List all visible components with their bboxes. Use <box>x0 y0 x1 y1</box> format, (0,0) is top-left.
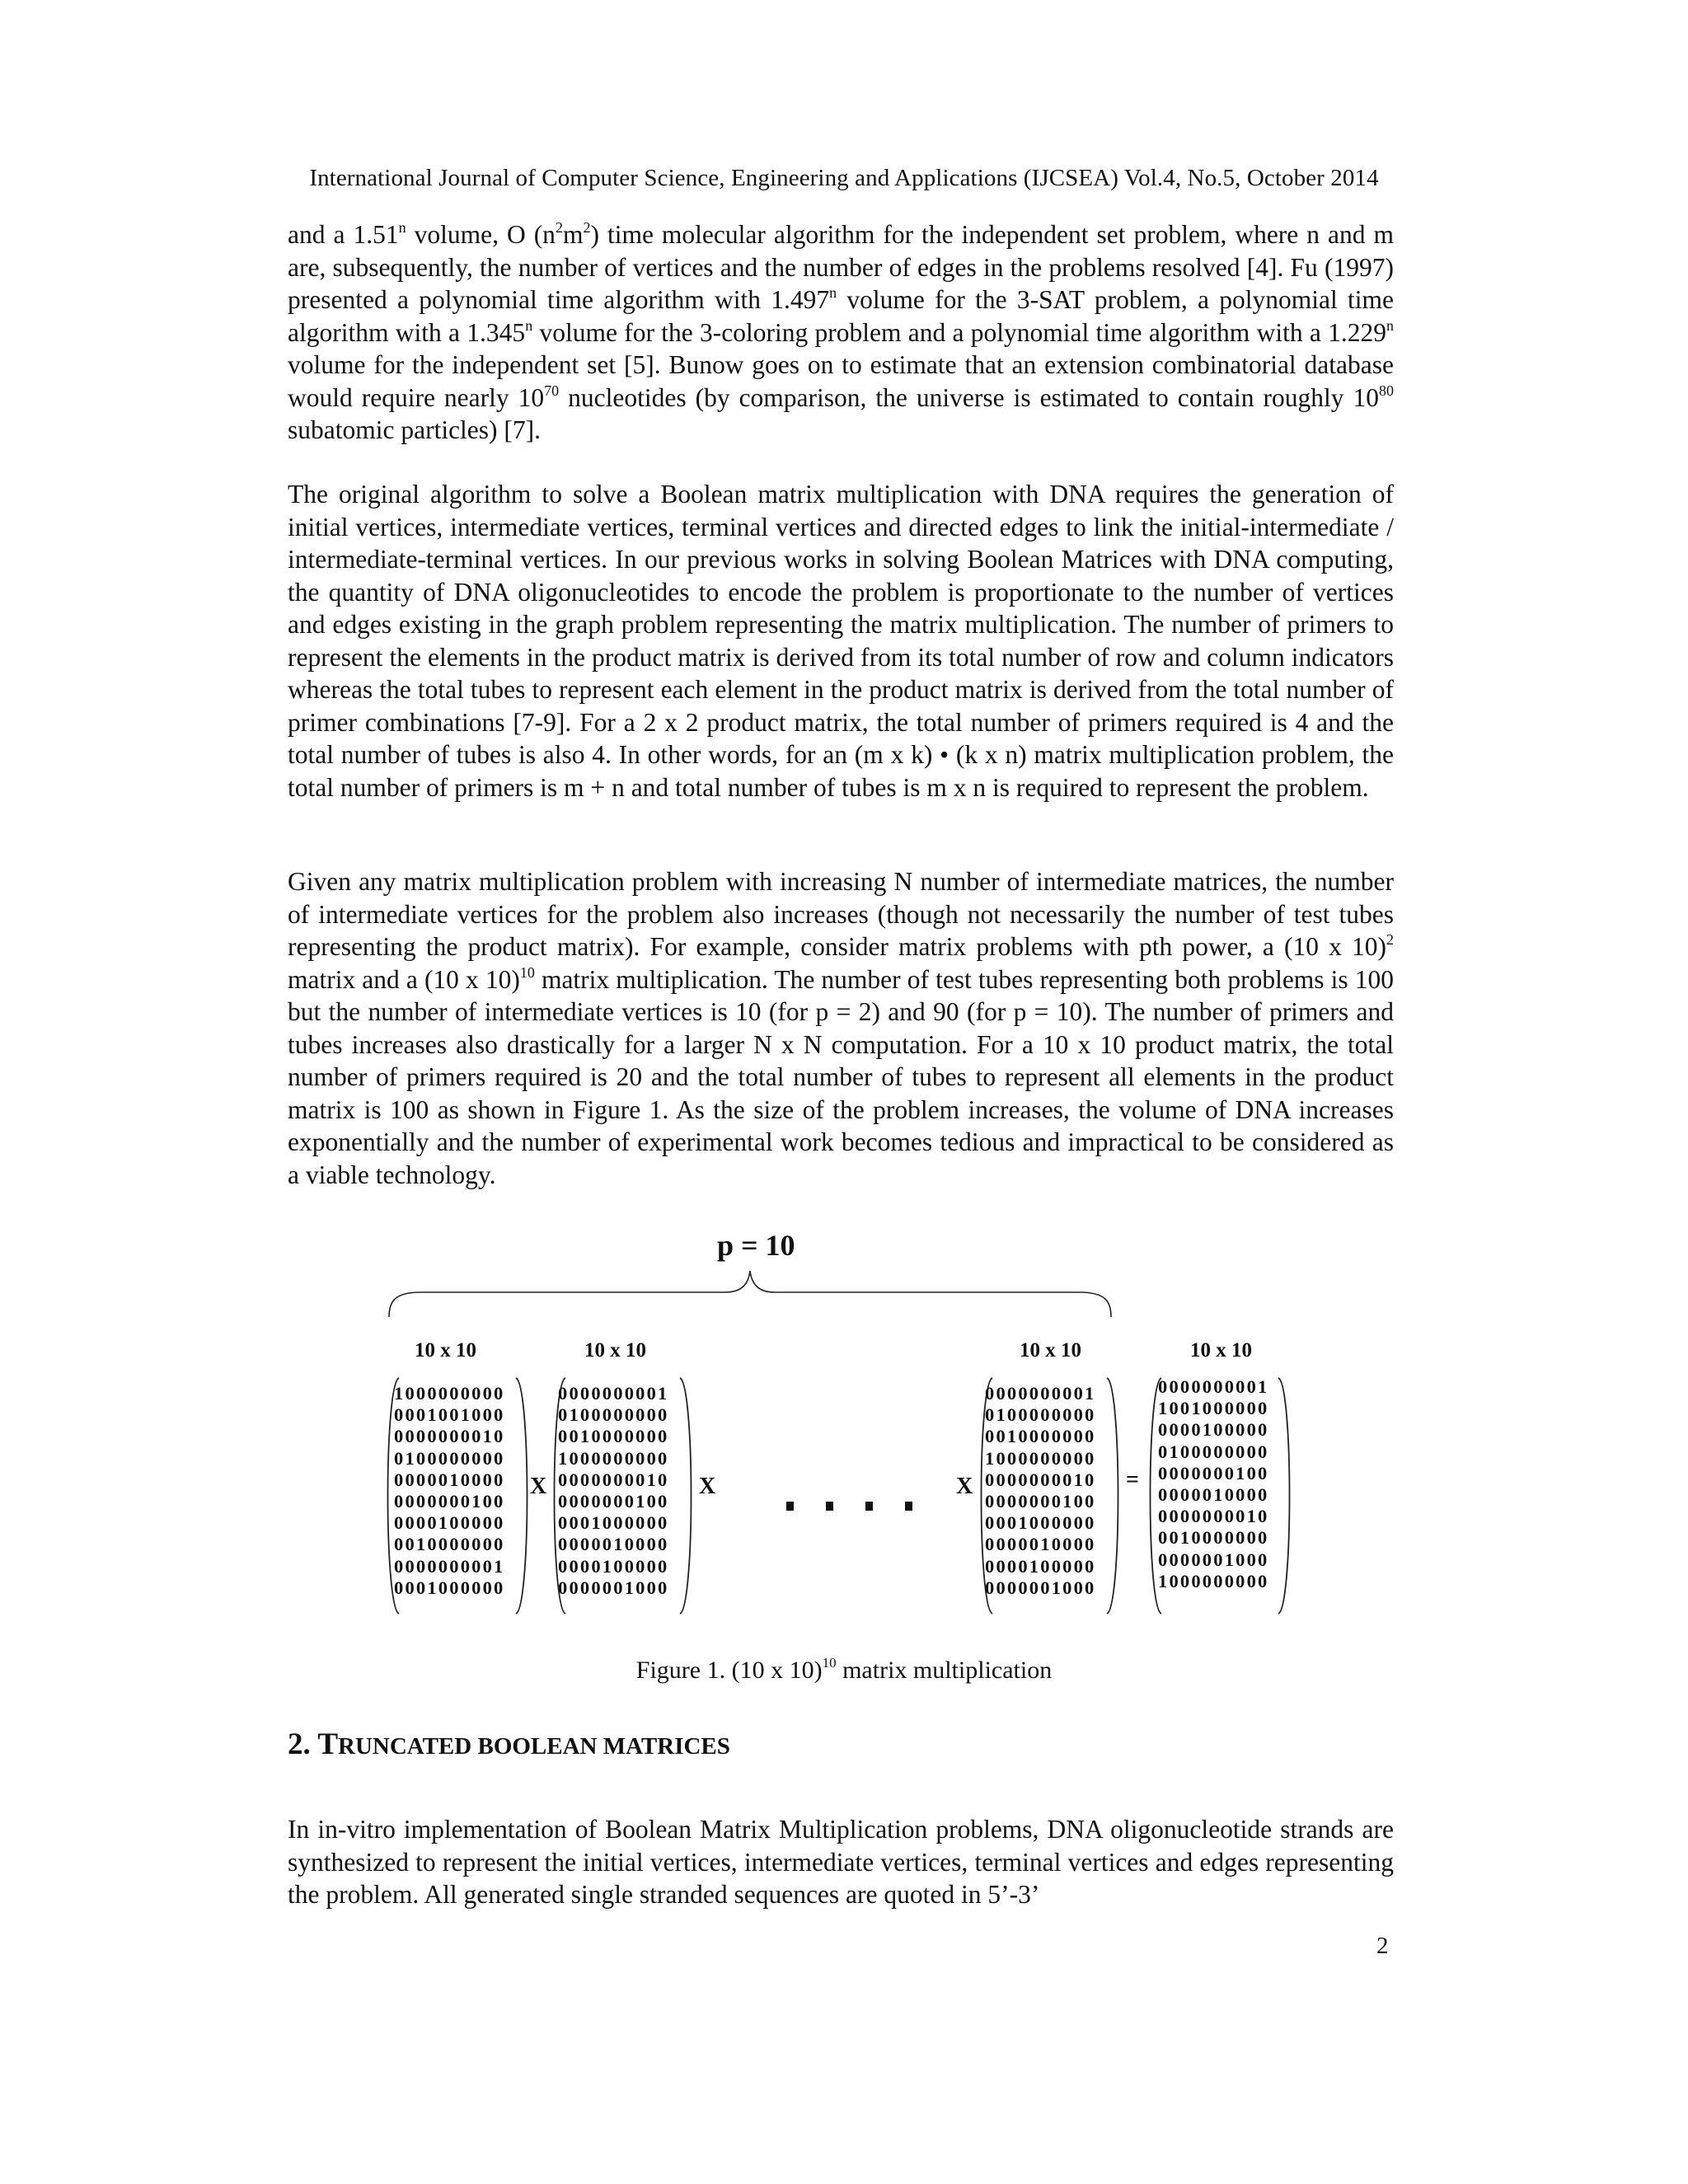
superscript: n <box>1386 316 1394 334</box>
figure-caption <box>0 1657 1688 1685</box>
matrix-row: 1000000000 <box>558 1447 669 1469</box>
multiply-sign: X <box>530 1474 547 1499</box>
matrix-row: 0010000000 <box>558 1426 669 1447</box>
text-run: volume for the 3-coloring problem and a polynomial time algorithm with a 1.229 <box>532 317 1386 347</box>
matrix-3-title: 10 x 10 <box>1020 1339 1081 1361</box>
caption-exponent: 10 <box>822 1655 837 1671</box>
matrix-2 <box>558 1383 669 1599</box>
right-paren <box>1277 1376 1296 1615</box>
ellipsis-dots <box>786 1500 945 1515</box>
superscript: n <box>829 284 837 301</box>
matrix-row: 1000000000 <box>985 1447 1096 1469</box>
matrix-row: 0000100000 <box>394 1512 505 1534</box>
matrix-row: 0000000010 <box>558 1469 669 1490</box>
paragraph-2: The original algorithm to solve a Boolean matrix multiplication with DNA requires the generation of initial vertices, intermediate vertices, terminal vertices and directed edges to link the initial-intermediate / intermediate-terminal vertices. In our previous works in solving Boolean Matrices with DNA computing, the quantity of DNA oligonucleotides to encode the problem is proportionate to the number of vertices and edges existing in the graph problem representing the matrix multiplication. The number of primers to represent the elements in the product matrix is derived from its total number of row and column indicators whereas the total tubes to represent each element in the product matrix is derived from the total number of primer combinations [7-9]. For a 2 x 2 product matrix, the total number of primers required is 4 and the total number of tubes is also 4. In other words, for an (m x k) • (k x n) matrix multiplication problem, the total number of primers is m + n and total number of tubes is m x n is required to represent the problem. <box>288 480 1394 802</box>
matrix-row: 0000000001 <box>394 1555 505 1577</box>
text-run: nucleotides (by comparison, the universe is estimated to contain roughly 10 <box>559 382 1379 412</box>
matrix-row: 0000000001 <box>558 1383 669 1404</box>
superscript: 2 <box>1386 931 1394 948</box>
matrix-3 <box>985 1383 1096 1599</box>
paragraph-1 <box>288 218 1394 447</box>
caption-suffix: matrix multiplication <box>836 1657 1053 1684</box>
matrix-row: 0000000001 <box>1158 1376 1269 1397</box>
paragraph-4: In in-vitro implementation of Boolean Matrix Multiplication problems, DNA oligonucleotide strands are synthesized to represent the initial vertices, intermediate vertices, terminal vertices and edges representing the problem. All generated single stranded sequences are quoted in 5’-3’ <box>288 1815 1394 1909</box>
matrix-row: 0000000010 <box>394 1426 505 1447</box>
matrix-row: 0100000000 <box>1158 1441 1269 1462</box>
matrix-row: 0010000000 <box>394 1534 505 1555</box>
right-paren <box>1105 1376 1125 1615</box>
matrix-row: 0001000000 <box>394 1577 505 1598</box>
figure-1 <box>0 1220 1688 1648</box>
matrix-row: 0100000000 <box>558 1404 669 1426</box>
matrix-row: 0000010000 <box>558 1534 669 1555</box>
text-run: matrix multiplication. The number of test tubes representing both problems is 100 but the number of intermediate vertices is 10 (for p = 2) and 90 (for p = 10). The number of primers and tubes increases also drastically for a larger N x N computation. For a 10 x 10 product matrix, the total number of primers required is 20 and the total number of tubes to represent all elements in the product matrix is 100 as shown in Figure 1. As the size of the problem increases, the volume of DNA increases exponentially and the number of experimental work becomes tedious and impractical to be considered as a viable technology. <box>288 964 1395 1189</box>
superscript: n <box>398 219 406 236</box>
superscript: 70 <box>544 382 560 399</box>
matrix-row: 0000000100 <box>558 1491 669 1512</box>
text-run: and a 1.51 <box>288 220 399 249</box>
matrix-row: 0000000100 <box>985 1491 1096 1512</box>
matrix-row: 0000010000 <box>394 1469 505 1490</box>
matrix-row: 0000100000 <box>1158 1419 1269 1441</box>
matrix-row: 0000000010 <box>1158 1506 1269 1527</box>
text-run: subatomic particles) [7]. <box>288 415 542 444</box>
text-run: volume for the 3-SAT problem, a polynomial time algorithm with a 1.345 <box>288 285 1394 347</box>
superscript: 10 <box>519 963 535 981</box>
matrix-row: 0000000001 <box>985 1383 1096 1404</box>
matrix-row: 0000010000 <box>985 1534 1096 1555</box>
matrix-row: 0100000000 <box>394 1447 505 1469</box>
matrix-1-title: 10 x 10 <box>415 1339 476 1361</box>
section-heading <box>288 1727 730 1762</box>
matrix-row: 0000001000 <box>985 1577 1096 1598</box>
text-run: volume for the independent set [5]. Bunow goes on to estimate that an extension combinatorial database would require nearly 10 <box>288 350 1394 412</box>
journal-header: International Journal of Computer Science, Engineering and Applications (IJCSEA) Vol.4, No.5, October 2014 <box>309 165 1379 191</box>
matrix-row: 0100000000 <box>985 1404 1096 1426</box>
section-title-rest: RUNCATED BOOLEAN MATRICES <box>338 1733 730 1760</box>
matrix-row: 0000100000 <box>558 1555 669 1577</box>
superscript: n <box>525 316 533 334</box>
matrix-row: 0000000010 <box>985 1469 1096 1490</box>
page-number: 2 <box>1376 1933 1389 1959</box>
equals-sign: = <box>1126 1467 1139 1493</box>
matrix-row: 0010000000 <box>985 1426 1096 1447</box>
multiply-sign: X <box>699 1474 716 1499</box>
text-run: ) time molecular algorithm for the independent set problem, where n and m are, subsequently, the number of vertices and the number of edges in the problems resolved [4]. Fu (1997) presented a polynomial time algorithm with 1.497 <box>288 220 1394 314</box>
p-label: p = 10 <box>717 1229 795 1262</box>
section-number: 2. <box>288 1727 318 1761</box>
right-paren <box>678 1376 698 1615</box>
matrix-row: 0001000000 <box>985 1512 1096 1534</box>
caption-prefix: Figure 1. (10 x 10) <box>635 1657 823 1684</box>
section-title-cap: T <box>317 1727 339 1761</box>
matrix-row: 1001000000 <box>1158 1398 1269 1419</box>
curly-brace <box>387 1269 1129 1319</box>
matrix-row: 0001001000 <box>394 1404 505 1426</box>
matrix-2-title: 10 x 10 <box>584 1339 646 1361</box>
superscript: 2 <box>583 219 591 236</box>
text-run: Given any matrix multiplication problem with increasing N number of intermediate matrices, the number of intermediate vertices for the problem also increases (though not necessarily the number of test tubes representing the product matrix). For example, consider matrix problems with pth power, a (10 x 10) <box>288 867 1394 961</box>
matrix-row: 0001000000 <box>558 1512 669 1534</box>
matrix-1 <box>394 1383 505 1599</box>
superscript: 80 <box>1379 382 1394 399</box>
matrix-4-title: 10 x 10 <box>1190 1339 1252 1361</box>
matrix-row: 1000000000 <box>394 1383 505 1404</box>
matrix-row: 0000000100 <box>1158 1462 1269 1483</box>
paragraph-3 <box>288 865 1394 1191</box>
text-run: m <box>562 220 584 249</box>
matrix-row: 0010000000 <box>1158 1527 1269 1549</box>
matrix-row: 0000001000 <box>1158 1549 1269 1570</box>
matrix-row: 0000000100 <box>394 1491 505 1512</box>
matrix-4 <box>1158 1376 1269 1592</box>
multiply-sign: X <box>956 1474 973 1499</box>
text-run: volume, O (n <box>406 220 556 249</box>
matrix-row: 1000000000 <box>1158 1570 1269 1591</box>
superscript: 2 <box>555 219 563 236</box>
matrix-row: 0000010000 <box>1158 1484 1269 1506</box>
matrix-row: 0000100000 <box>985 1555 1096 1577</box>
matrix-row: 0000001000 <box>558 1577 669 1598</box>
text-run: matrix and a (10 x 10) <box>288 964 520 994</box>
